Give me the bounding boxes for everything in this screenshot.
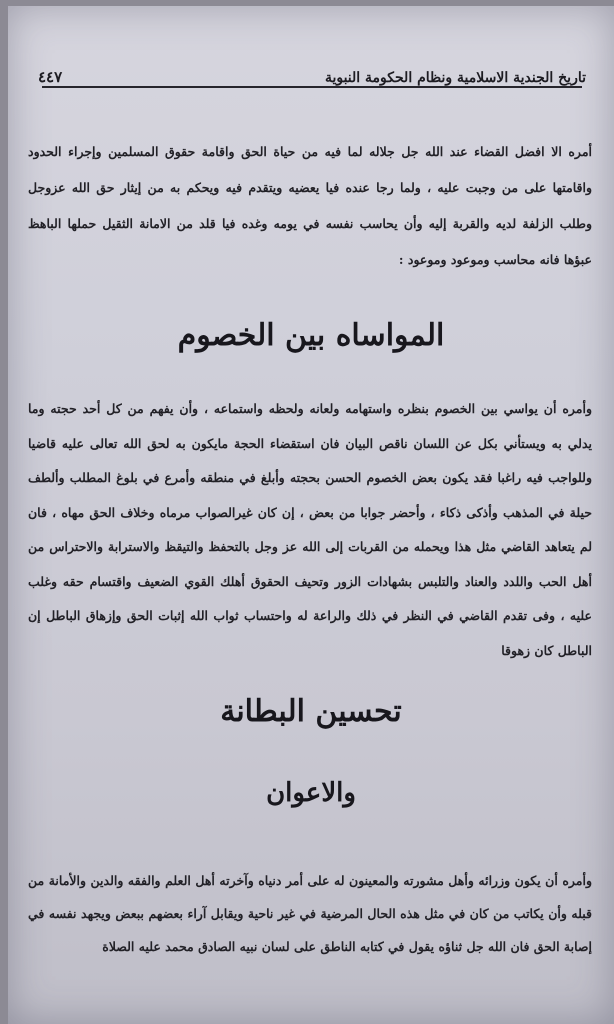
paragraph-3: وأمره أن يكون وزرائه وأهل مشورته والمعينون له على أمر دنياه وآخرته أهل العلم والفقه والدين والأمانة من قبله وأن يكاتب من كان في مثل هذه الحال المرضية في غير ناحية ويقابل آراء بعضهم ببعض ويجهد نفسه في إصابة الحق فان الله جل ثناؤه يقول في كتابه الناطق على لسان نبيه الصادق محمد عليه الصلاة xyxy=(28,873,592,954)
running-title: تاريخ الجندية الاسلامية ونظام الحكومة النبوية xyxy=(324,70,586,86)
header-rule xyxy=(42,86,582,88)
section-subheading-2: والاعوان xyxy=(266,778,356,808)
page-header xyxy=(38,50,586,86)
paragraph-2: وأمره أن يواسي بين الخصوم بنظره واستهامه ولعانه ولحظه واستماعه ، وأن يفهم من كل أحد حجته وما يدلي به ويستأني بكل عن اللسان ناقص البيان فان استقضاء الحجة مايكون به لحق الله تعالى عليه قاضيا وللواجب فيه راغبا فقد يكون بعض الخصوم الحسن بحجته وأبلغ في منطقه وأمرع في بلوغ المطلب وألطف حيلة في المذهب وأذكى ذكاء ، وأحضر جوابا من بعض ، إن كان غيرالصواب مرماه وخلاف الحق مهاه ، فان لم يتعاهد القاضي مثل هذا ويحمله من القربات إلى الله عز وجل بالتحفظ والتيقظ والاسترابة والاحتراس من أهل الحب واللدد والعناد والتلبس بشهادات الزور وتحيف الحقوق أهلك القوي الضعيف واقتسام حقه وغلب عليه ، وفى تقدم القاضي في النظر في ذلك والراعة له واحتساب ثواب الله إثبات الحق وإزهاق الباطل إن الباطل كان زهوقا xyxy=(28,401,592,658)
book-page xyxy=(8,6,614,1024)
section-heading-2: تحسين البطانة xyxy=(220,694,402,729)
page-number: ٤٤٧ xyxy=(38,68,63,86)
paragraph-1: أمره الا افضل القضاء عند الله جل جلاله لما فيه من حياة الحق واقامة حقوق المسلمين وإجراء الحدود واقامتها على من وجبت عليه ، ولما رجا عنده فيا يعضيه ويتقدم فيه ويحكم به من إيثار حق الله عزوجل وطلب الزلفة لديه والقربة إليه وأن يحاسب نفسه في يومه وغده فيا قلد من الامانة الثقيل حملها الباهظ عبؤها فانه محاسب وموعود وموعود : xyxy=(28,144,592,267)
section-heading-1: المواساه بين الخصوم xyxy=(177,318,445,353)
